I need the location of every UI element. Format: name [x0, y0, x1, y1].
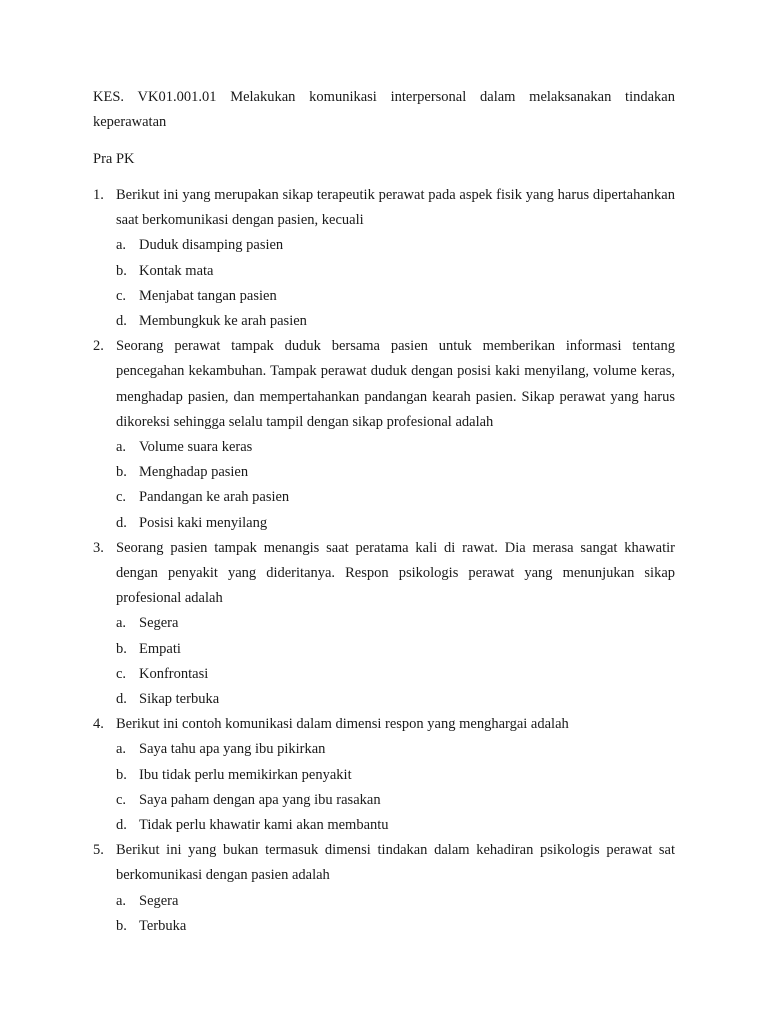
question-text: Seorang pasien tampak menangis saat peratama kali di rawat. Dia merasa sangat khawatir dengan penyakit yang dideritanya. Respon psikologis perawat yang menunjukan sikap profesional adalah [116, 539, 675, 607]
option-text: Menghadap pasien [139, 464, 249, 481]
document-page [93, 85, 675, 939]
answer-option [116, 662, 675, 687]
option-text: Posisi kaki menyilang [139, 514, 268, 531]
option-text: Saya tahu apa yang ibu pikirkan [139, 741, 326, 758]
option-list [116, 889, 675, 939]
question-item [93, 838, 675, 939]
option-letter: d. [116, 313, 127, 330]
answer-option [116, 914, 675, 939]
answer-option [116, 259, 675, 284]
option-letter: c. [116, 665, 127, 682]
question-number: 4. [93, 716, 104, 733]
option-letter: a. [116, 892, 127, 909]
option-letter: a. [116, 439, 127, 456]
answer-option [116, 813, 675, 838]
question-text: Berikut ini yang bukan termasuk dimensi tindakan dalam kehadiran psikologis perawat sat berkomunikasi dengan pasien adalah [116, 842, 675, 884]
question-item [93, 712, 675, 838]
question-list [93, 183, 675, 939]
option-letter: c. [116, 287, 127, 304]
option-letter: d. [116, 691, 127, 708]
option-letter: a. [116, 741, 127, 758]
answer-option [116, 460, 675, 485]
answer-option [116, 485, 675, 510]
option-list [116, 233, 675, 334]
option-letter: c. [116, 791, 127, 808]
answer-option [116, 687, 675, 712]
answer-option [116, 435, 675, 460]
question-number: 2. [93, 338, 104, 355]
question-number: 3. [93, 539, 104, 556]
option-letter: b. [116, 262, 127, 279]
answer-option [116, 309, 675, 334]
answer-option [116, 611, 675, 636]
question-item [93, 183, 675, 334]
option-text: Pandangan ke arah pasien [139, 489, 290, 506]
question-number: 1. [93, 187, 104, 203]
answer-option [116, 889, 675, 914]
option-text: Sikap terbuka [139, 691, 220, 708]
option-letter: b. [116, 464, 127, 481]
question-text: Berikut ini yang merupakan sikap terapeutik perawat pada aspek fisik yang harus dipertahankan saat berkomunikasi dengan pasien, kecuali [116, 187, 675, 229]
option-list [116, 737, 675, 838]
answer-option [116, 511, 675, 536]
option-text: Empati [139, 640, 181, 657]
option-letter: a. [116, 615, 127, 632]
question-item [93, 536, 675, 712]
document-heading: KES. VK01.001.01 Melakukan komunikasi interpersonal dalam melaksanakan tindakan keperawatan [93, 89, 675, 130]
option-letter: a. [116, 237, 127, 254]
option-list [116, 435, 675, 536]
option-text: Saya paham dengan apa yang ibu rasakan [139, 791, 381, 808]
option-text: Duduk disamping pasien [139, 237, 284, 254]
option-letter: b. [116, 766, 127, 783]
option-list [116, 611, 675, 712]
question-number: 5. [93, 842, 104, 859]
question-item [93, 334, 675, 536]
option-text: Tidak perlu khawatir kami akan membantu [139, 817, 389, 834]
option-text: Konfrontasi [139, 665, 209, 682]
option-letter: d. [116, 817, 127, 834]
option-text: Menjabat tangan pasien [139, 287, 277, 304]
question-text: Seorang perawat tampak duduk bersama pasien untuk memberikan informasi tentang pencegahan kekambuhan. Tampak perawat duduk dengan posisi kaki menyilang, volume keras, menghadap pasien, dan mempertahankan pandangan kearah pasien. Sikap perawat yang harus dikoreksi sehingga selalu tampil dengan sikap profesional adalah [116, 338, 675, 430]
option-letter: b. [116, 640, 127, 657]
section-label: Pra PK [93, 151, 135, 167]
option-text: Kontak mata [139, 262, 214, 279]
option-text: Segera [139, 892, 179, 909]
answer-option [116, 737, 675, 762]
option-letter: d. [116, 514, 127, 531]
option-letter: b. [116, 917, 127, 934]
question-text: Berikut ini contoh komunikasi dalam dimensi respon yang menghargai adalah [116, 716, 569, 733]
answer-option [116, 788, 675, 813]
answer-option [116, 763, 675, 788]
option-text: Ibu tidak perlu memikirkan penyakit [139, 766, 352, 783]
option-text: Membungkuk ke arah pasien [139, 313, 307, 330]
option-text: Volume suara keras [139, 439, 253, 456]
option-text: Segera [139, 615, 179, 632]
answer-option [116, 284, 675, 309]
option-text: Terbuka [139, 917, 187, 934]
answer-option [116, 233, 675, 258]
option-letter: c. [116, 489, 127, 506]
answer-option [116, 637, 675, 662]
